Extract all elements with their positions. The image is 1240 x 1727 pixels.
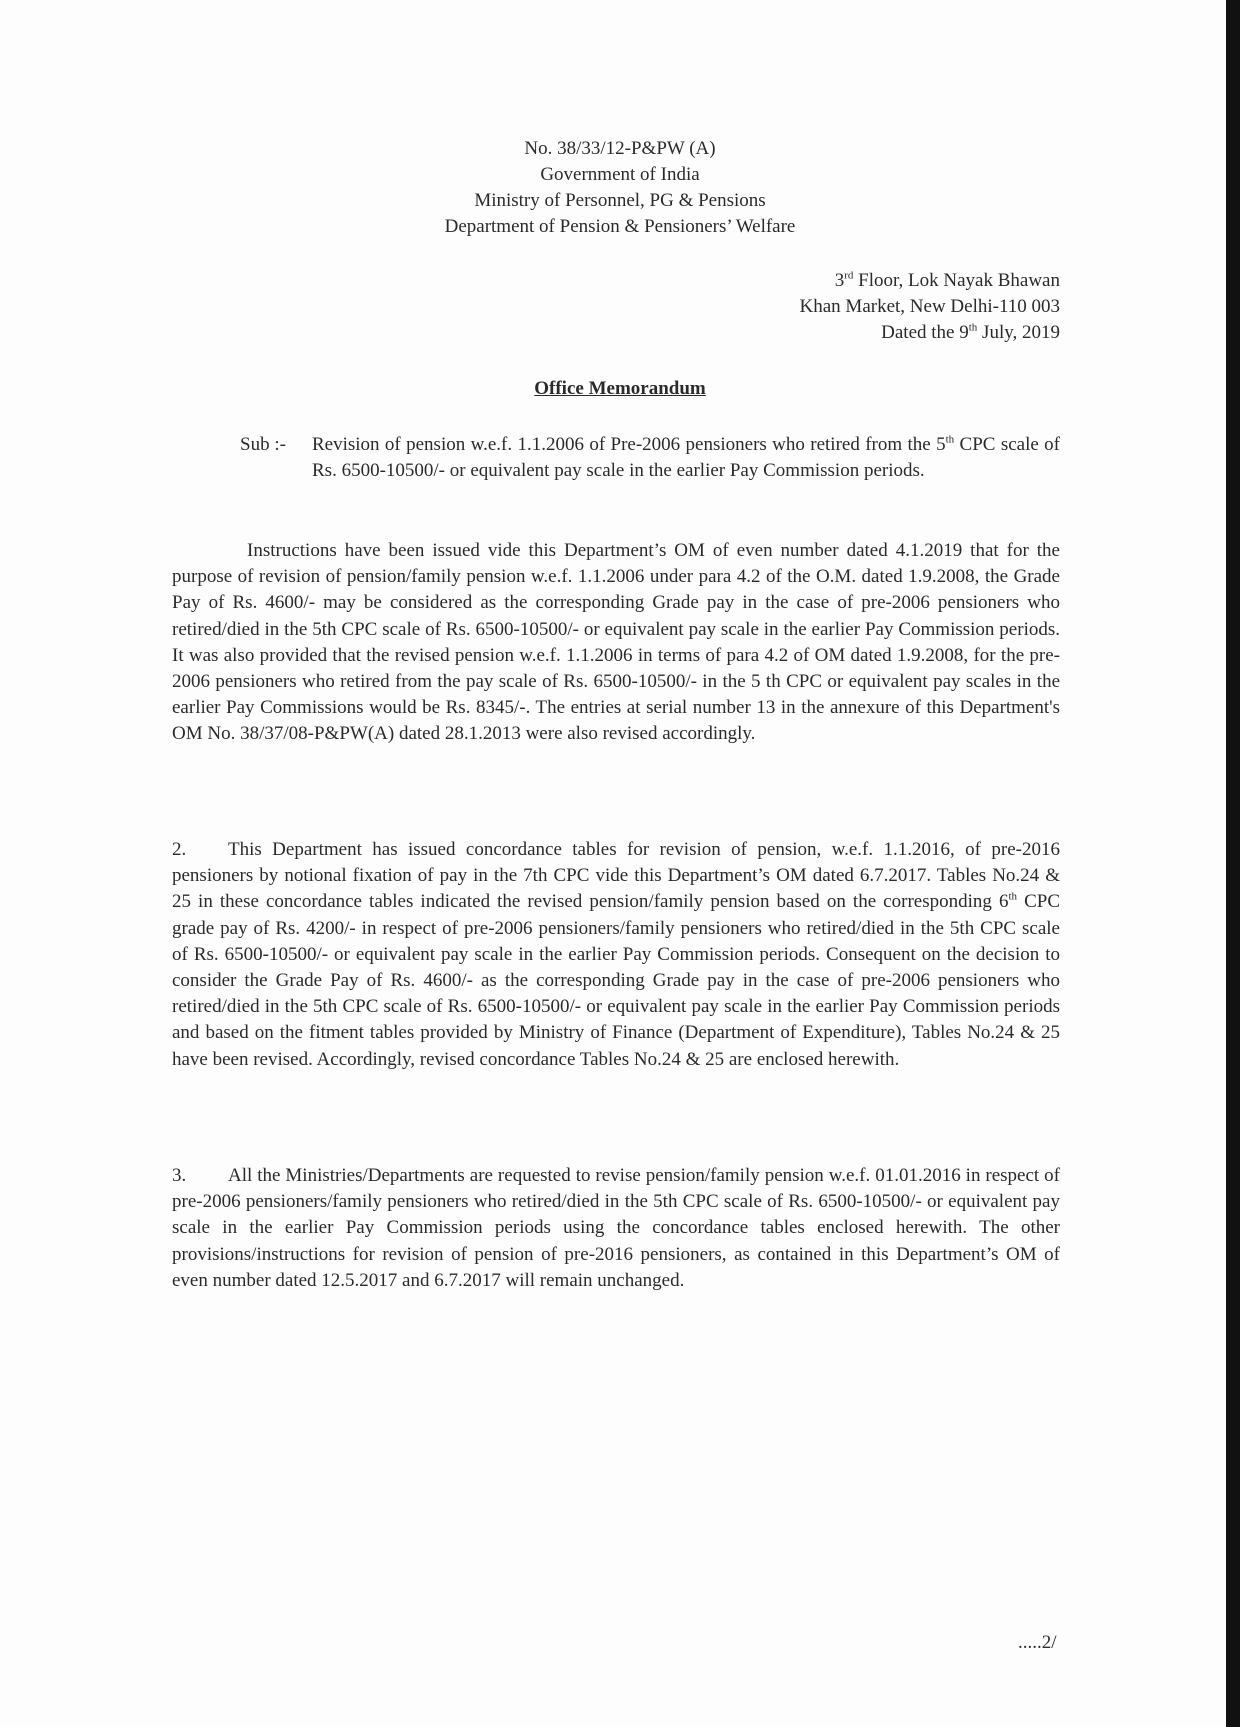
paragraph-number: 2. xyxy=(172,839,187,860)
address-line-1: 3rd Floor, Lok Nayak Bhawan xyxy=(834,269,1060,291)
scan-edge-border xyxy=(1226,0,1240,1727)
document-title: Office Memorandum xyxy=(534,378,706,399)
address-line-2: Khan Market, New Delhi-110 003 xyxy=(799,296,1060,317)
ministry-name: Ministry of Personnel, PG & Pensions xyxy=(474,190,766,211)
paragraph-number: 3. xyxy=(172,1165,187,1186)
subject-label: Sub :- xyxy=(240,434,286,455)
file-number: No. 38/33/12-P&PW (A) xyxy=(524,138,716,159)
paragraph-2: 2. This Department has issued concordance tables for revision of pension, w.e.f. 1.1.2016, of pre-2016 pensioners by notional fixation of pay in the 7th CPC vide this Department’s OM dated 6.7.2017. Tables No.24 & 25 in these concordance tables indicated the revised pension/family pension based on the corresponding 6th CPC grade pay of Rs. 4200/- in respect of pre-2006 pensioners/family pensioners who retired/died in the 5th CPC scale of Rs. 6500-10500/- or equivalent pay scale in the earlier Pay Commission periods. Consequent on the decision to consider the Grade Pay of Rs. 4600/- as the corresponding Grade pay in the case of pre-2006 pensioners who retired/died in the 5th CPC scale of Rs. 6500-10500/- or equivalent pay scale in the earlier Pay Commission periods and based on the fitment tables provided by Ministry of Finance (Department of Expenditure), Tables No.24 & 25 have been revised. Accordingly, revised concordance Tables No.24 & 25 are enclosed herewith. xyxy=(172,839,1060,1070)
government-name: Government of India xyxy=(540,164,700,185)
paragraph-3: 3. All the Ministries/Departments are requested to revise pension/family pension w.e.f. 01.01.2016 in respect of pre-2006 pensioners/family pensioners who retired/died in the 5th CPC scale of Rs. 6500-10500/- or equivalent pay scale in the earlier Pay Commission periods using the concordance tables enclosed herewith. The other provisions/instructions for revision of pension of pre-2016 pensioners, as contained in this Department’s OM of even number dated 12.5.2017 and 6.7.2017 will remain unchanged. xyxy=(172,1165,1060,1291)
document-header xyxy=(0,136,1240,240)
document-date: Dated the 9th July, 2019 xyxy=(881,321,1060,343)
subject-block xyxy=(240,432,1060,484)
paragraph-1: Instructions have been issued vide this Department’s OM of even number dated 4.1.2019 that for the purpose of revision of pension/family pension w.e.f. 1.1.2006 under para 4.2 of the O.M. dated 1.9.2008, the Grade Pay of Rs. 4600/- may be considered as the corresponding Grade pay in the case of pre-2006 pensioners who retired/died in the 5th CPC scale of Rs. 6500-10500/- or equivalent pay scale in the earlier Pay Commission periods. It was also provided that the revised pension w.e.f. 1.1.2006 in terms of para 4.2 of OM dated 1.9.2008, for the pre-2006 pensioners who retired from the pay scale of Rs. 6500-10500/- in the 5 th CPC or equivalent pay scales in the earlier Pay Commissions would be Rs. 8345/-. The entries at serial number 13 in the annexure of this Department's OM No. 38/37/08-P&PW(A) dated 28.1.2013 were also revised accordingly. xyxy=(172,540,1060,745)
page-continuation-marker: .....2/ xyxy=(1018,1632,1057,1653)
office-address xyxy=(800,268,1060,346)
subject-text: Revision of pension w.e.f. 1.1.2006 of Pre-2006 pensioners who retired from the 5th CPC scale of Rs. 6500-10500/- or equivalent pay scale in the earlier Pay Commission periods. xyxy=(312,433,1060,481)
department-name: Department of Pension & Pensioners’ Welfare xyxy=(444,216,796,237)
